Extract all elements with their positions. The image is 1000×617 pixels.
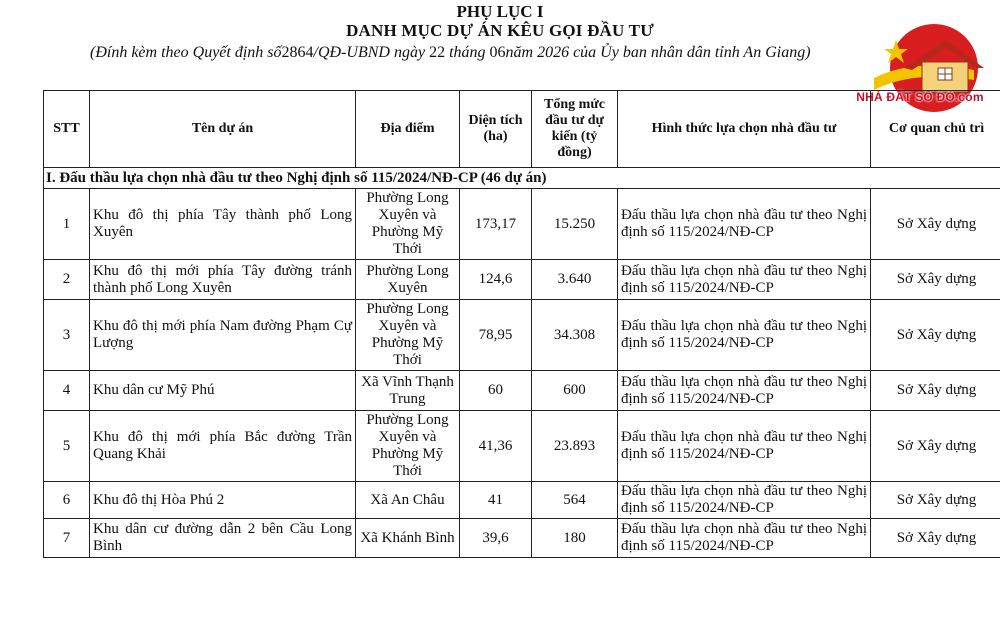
document-title: DANH MỤC DỰ ÁN KÊU GỌI ĐẦU TƯ <box>346 21 654 40</box>
cell-method: Đấu thầu lựa chọn nhà đầu tư theo Nghị định số 115/2024/NĐ-CP <box>618 300 871 371</box>
appendix-title: PHỤ LỤC I <box>456 2 544 21</box>
section-row <box>44 168 1000 189</box>
cell-investment: 3.640 <box>532 260 618 300</box>
col-area: Diện tích (ha) <box>460 91 532 168</box>
cell-method: Đấu thầu lựa chọn nhà đầu tư theo Nghị định số 115/2024/NĐ-CP <box>618 371 871 411</box>
col-selection-method: Hình thức lựa chọn nhà đầu tư <box>618 91 871 168</box>
cell-investment: 23.893 <box>532 411 618 482</box>
document-subtitle <box>90 44 811 62</box>
project-table <box>43 90 1000 558</box>
cell-stt: 7 <box>44 519 90 558</box>
cell-project-name: Khu đô thị mới phía Nam đường Phạm Cự Lượng <box>90 300 356 371</box>
cell-area: 173,17 <box>460 189 532 260</box>
cell-stt: 4 <box>44 371 90 411</box>
cell-area: 60 <box>460 371 532 411</box>
cell-project-name: Khu đô thị Hòa Phú 2 <box>90 482 356 519</box>
cell-method: Đấu thầu lựa chọn nhà đầu tư theo Nghị định số 115/2024/NĐ-CP <box>618 189 871 260</box>
cell-investment: 15.250 <box>532 189 618 260</box>
cell-project-name: Khu dân cư đường dẫn 2 bên Cầu Long Bình <box>90 519 356 558</box>
cell-investment: 180 <box>532 519 618 558</box>
cell-stt: 6 <box>44 482 90 519</box>
cell-agency: Sở Xây dựng <box>871 371 1000 411</box>
table-row <box>44 519 1000 558</box>
month-label: tháng <box>445 44 490 61</box>
cell-investment: 600 <box>532 371 618 411</box>
cell-investment: 564 <box>532 482 618 519</box>
cell-stt: 3 <box>44 300 90 371</box>
cell-agency: Sở Xây dựng <box>871 300 1000 371</box>
cell-stt: 1 <box>44 189 90 260</box>
cell-area: 78,95 <box>460 300 532 371</box>
table-row <box>44 260 1000 300</box>
cell-location: Xã An Châu <box>356 482 460 519</box>
cell-location: Xã Vĩnh Thạnh Trung <box>356 371 460 411</box>
cell-agency: Sở Xây dựng <box>871 411 1000 482</box>
cell-area: 124,6 <box>460 260 532 300</box>
col-agency: Cơ quan chủ trì <box>871 91 1000 168</box>
cell-location: Phường Long Xuyên và Phường Mỹ Thới <box>356 189 460 260</box>
cell-area: 41,36 <box>460 411 532 482</box>
cell-method: Đấu thầu lựa chọn nhà đầu tư theo Nghị định số 115/2024/NĐ-CP <box>618 519 871 558</box>
table-row <box>44 189 1000 260</box>
cell-method: Đấu thầu lựa chọn nhà đầu tư theo Nghị định số 115/2024/NĐ-CP <box>618 482 871 519</box>
cell-agency: Sở Xây dựng <box>871 260 1000 300</box>
cell-method: Đấu thầu lựa chọn nhà đầu tư theo Nghị định số 115/2024/NĐ-CP <box>618 411 871 482</box>
table-row <box>44 482 1000 519</box>
cell-location: Xã Khánh Bình <box>356 519 460 558</box>
cell-location: Phường Long Xuyên <box>356 260 460 300</box>
cell-agency: Sở Xây dựng <box>871 189 1000 260</box>
cell-method: Đấu thầu lựa chọn nhà đầu tư theo Nghị định số 115/2024/NĐ-CP <box>618 260 871 300</box>
col-investment: Tổng mức đầu tư dự kiến (tỷ đồng) <box>532 91 618 168</box>
cell-area: 41 <box>460 482 532 519</box>
col-stt: STT <box>44 91 90 168</box>
cell-project-name: Khu đô thị mới phía Tây đường tránh thành phố Long Xuyên <box>90 260 356 300</box>
cell-stt: 2 <box>44 260 90 300</box>
decision-month: 06 <box>489 44 506 61</box>
table-row <box>44 371 1000 411</box>
subtitle-suffix: năm 2026 của Ủy ban nhân dân tỉnh An Giang) <box>505 44 811 61</box>
table-row <box>44 300 1000 371</box>
cell-investment: 34.308 <box>532 300 618 371</box>
cell-project-name: Khu đô thị phía Tây thành phố Long Xuyên <box>90 189 356 260</box>
decision-day: 22 <box>429 44 446 61</box>
cell-project-name: Khu dân cư Mỹ Phú <box>90 371 356 411</box>
cell-stt: 5 <box>44 411 90 482</box>
decision-number: 2864 <box>281 44 314 61</box>
cell-location: Phường Long Xuyên và Phường Mỹ Thới <box>356 411 460 482</box>
cell-area: 39,6 <box>460 519 532 558</box>
table-header-row <box>44 91 1000 168</box>
subtitle-prefix: (Đính kèm theo Quyết định số <box>90 44 282 61</box>
col-project-name: Tên dự án <box>90 91 356 168</box>
table-row <box>44 411 1000 482</box>
logo-text: NHÀ ĐẤT SỔ ĐỎ.com <box>856 90 984 104</box>
cell-location: Phường Long Xuyên và Phường Mỹ Thới <box>356 300 460 371</box>
col-location: Địa điểm <box>356 91 460 168</box>
cell-agency: Sở Xây dựng <box>871 519 1000 558</box>
subtitle-mid: /QĐ-UBND ngày <box>313 44 430 61</box>
cell-agency: Sở Xây dựng <box>871 482 1000 519</box>
cell-project-name: Khu đô thị mới phía Bắc đường Trần Quang Khải <box>90 411 356 482</box>
section-title: I. Đấu thầu lựa chọn nhà đầu tư theo Nghị định số 115/2024/NĐ-CP (46 dự án) <box>44 168 1000 189</box>
